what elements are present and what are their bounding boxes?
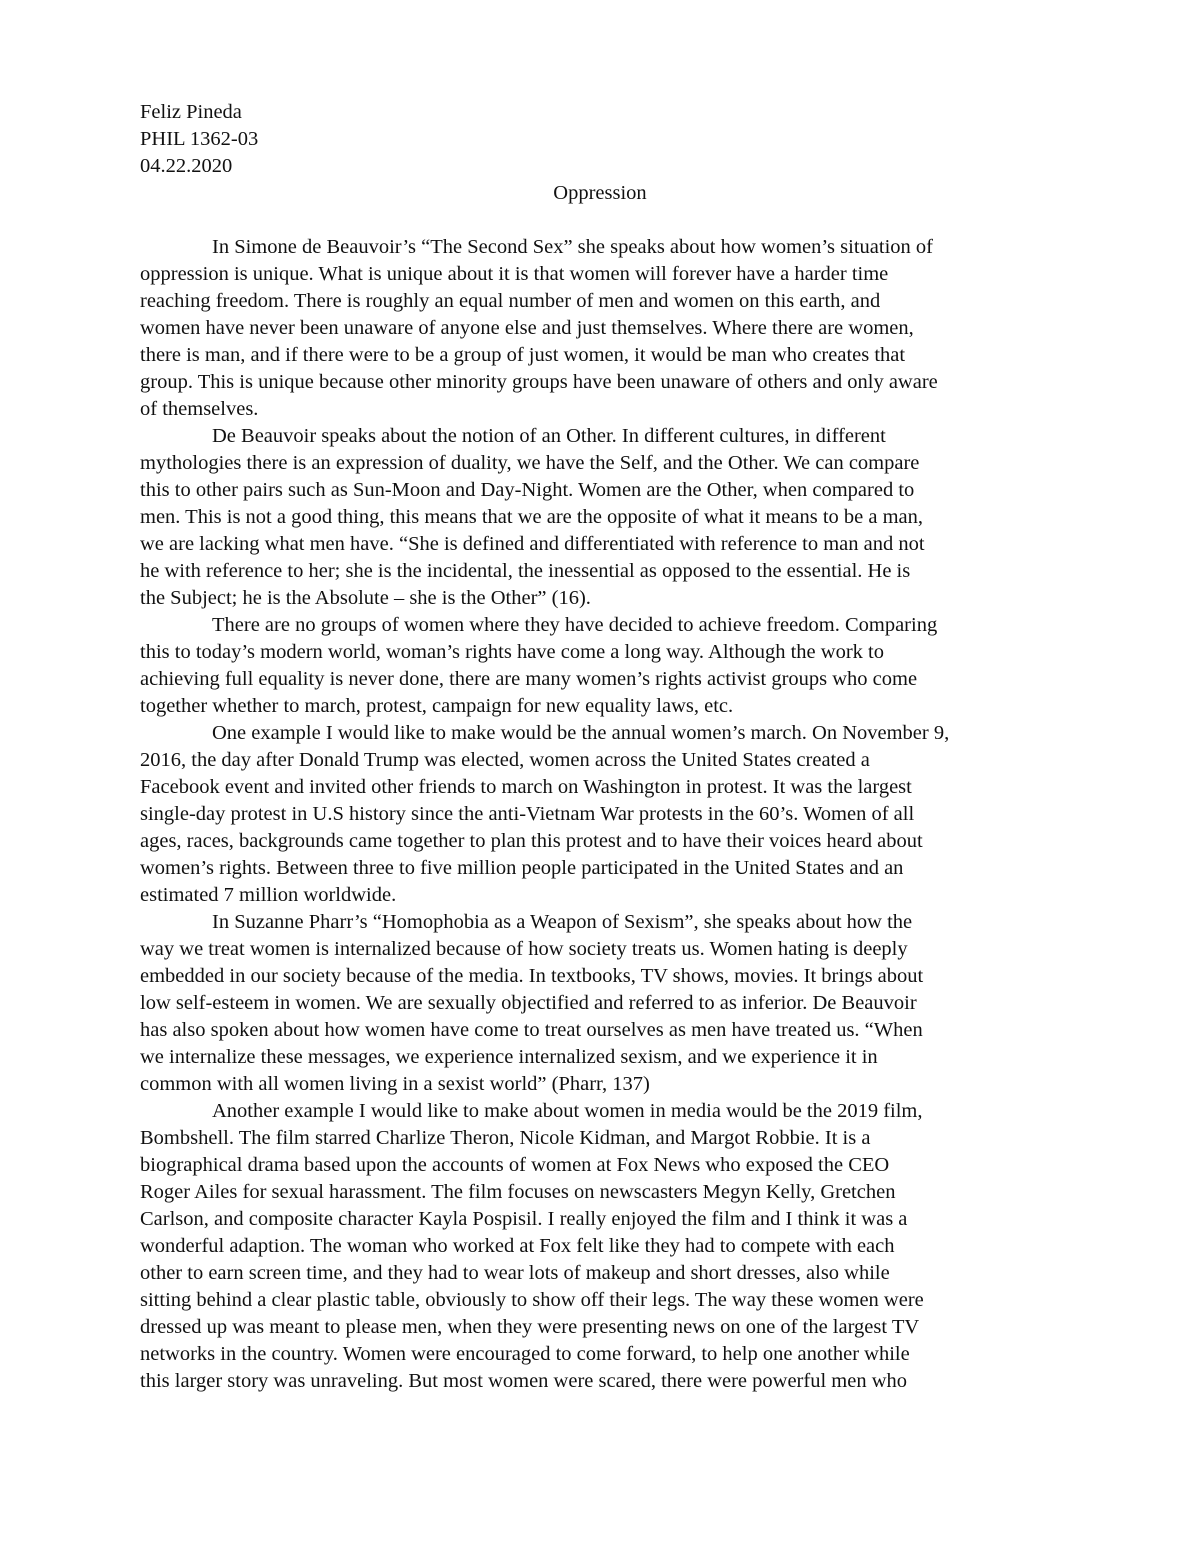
paragraph xyxy=(140,1098,1060,1395)
paragraph-line: dressed up was meant to please men, when they were presenting news on one of the largest TV xyxy=(140,1316,920,1338)
paragraph-line: Bombshell. The film starred Charlize Theron, Nicole Kidman, and Margot Robbie. It is a xyxy=(140,1127,871,1149)
essay-paragraphs xyxy=(140,234,1060,1395)
paragraph-line: has also spoken about how women have come to treat ourselves as men have treated us. “When xyxy=(140,1019,923,1041)
paragraph-line: Roger Ailes for sexual harassment. The film focuses on newscasters Megyn Kelly, Gretchen xyxy=(140,1181,896,1203)
paragraph xyxy=(140,720,1060,909)
paragraph-line: reaching freedom. There is roughly an equal number of men and women on this earth, and xyxy=(140,290,881,312)
paragraph-line: other to earn screen time, and they had to wear lots of makeup and short dresses, also while xyxy=(140,1262,890,1284)
paragraph-line: achieving full equality is never done, there are many women’s rights activist groups who come xyxy=(140,668,918,690)
paragraph-line: of themselves. xyxy=(140,398,259,420)
paragraph-line: Facebook event and invited other friends to march on Washington in protest. It was the largest xyxy=(140,776,912,798)
paragraph-line: networks in the country. Women were encouraged to come forward, to help one another while xyxy=(140,1343,910,1365)
essay-title: Oppression xyxy=(553,182,647,204)
paragraph-line: In Simone de Beauvoir’s “The Second Sex” she speaks about how women’s situation of xyxy=(212,236,933,258)
paragraph xyxy=(140,423,1060,612)
paragraph-line: there is man, and if there were to be a group of just women, it would be man who creates that xyxy=(140,344,906,366)
author-name: Feliz Pineda xyxy=(140,101,242,123)
paragraph-line: mythologies there is an expression of duality, we have the Self, and the Other. We can compare xyxy=(140,452,920,474)
document-body xyxy=(140,99,1060,1395)
course-code: PHIL 1362-03 xyxy=(140,128,259,150)
document-date: 04.22.2020 xyxy=(140,155,233,177)
paragraph-line: wonderful adaption. The woman who worked at Fox felt like they had to compete with each xyxy=(140,1235,895,1257)
paragraph-line: common with all women living in a sexist world” (Pharr, 137) xyxy=(140,1073,650,1095)
paragraph-line: Another example I would like to make about women in media would be the 2019 film, xyxy=(212,1100,923,1122)
paragraph-line: embedded in our society because of the media. In textbooks, TV shows, movies. It brings about xyxy=(140,965,924,987)
paragraph-line: this to other pairs such as Sun-Moon and Day-Night. Women are the Other, when compared to xyxy=(140,479,915,501)
paragraph-line: single-day protest in U.S history since the anti-Vietnam War protests in the 60’s. Women of all xyxy=(140,803,915,825)
paragraph xyxy=(140,612,1060,720)
paragraph-line: Carlson, and composite character Kayla Pospisil. I really enjoyed the film and I think it was a xyxy=(140,1208,908,1230)
paragraph-line: sitting behind a clear plastic table, obviously to show off their legs. The way these women were xyxy=(140,1289,924,1311)
paragraph-line: way we treat women is internalized because of how society treats us. Women hating is deeply xyxy=(140,938,908,960)
paragraph xyxy=(140,909,1060,1098)
paragraph-line: low self-esteem in women. We are sexually objectified and referred to as inferior. De Beauvoir xyxy=(140,992,917,1014)
paragraph-line: biographical drama based upon the accounts of women at Fox News who exposed the CEO xyxy=(140,1154,890,1176)
paragraph-line: One example I would like to make would be the annual women’s march. On November 9, xyxy=(212,722,950,744)
paragraph-line: ages, races, backgrounds came together to plan this protest and to have their voices heard about xyxy=(140,830,923,852)
paragraph-line: this larger story was unraveling. But most women were scared, there were powerful men who xyxy=(140,1370,908,1392)
paragraph-line: group. This is unique because other minority groups have been unaware of others and only aware xyxy=(140,371,938,393)
paragraph-line: oppression is unique. What is unique about it is that women will forever have a harder time xyxy=(140,263,889,285)
paragraph-line: he with reference to her; she is the incidental, the inessential as opposed to the essential. He is xyxy=(140,560,911,582)
paragraph-line: together whether to march, protest, campaign for new equality laws, etc. xyxy=(140,695,734,717)
paragraph-line: women’s rights. Between three to five million people participated in the United States and an xyxy=(140,857,904,879)
paragraph xyxy=(140,234,1060,423)
paragraph-line: we internalize these messages, we experience internalized sexism, and we experience it in xyxy=(140,1046,878,1068)
paragraph-line: women have never been unaware of anyone else and just themselves. Where there are women, xyxy=(140,317,914,339)
paragraph-line: estimated 7 million worldwide. xyxy=(140,884,397,906)
paragraph-line: There are no groups of women where they have decided to achieve freedom. Comparing xyxy=(212,614,938,636)
paragraph-line: In Suzanne Pharr’s “Homophobia as a Weapon of Sexism”, she speaks about how the xyxy=(212,911,913,933)
paragraph-line: we are lacking what men have. “She is defined and differentiated with reference to man and not xyxy=(140,533,925,555)
paragraph-line: men. This is not a good thing, this means that we are the opposite of what it means to be a man, xyxy=(140,506,924,528)
paragraph-line: the Subject; he is the Absolute – she is the Other” (16). xyxy=(140,587,591,609)
blank-line xyxy=(140,207,1060,234)
paragraph-line: 2016, the day after Donald Trump was elected, women across the United States created a xyxy=(140,749,870,771)
paragraph-line: this to today’s modern world, woman’s rights have come a long way. Although the work to xyxy=(140,641,884,663)
paragraph-line: De Beauvoir speaks about the notion of an Other. In different cultures, in different xyxy=(212,425,886,447)
